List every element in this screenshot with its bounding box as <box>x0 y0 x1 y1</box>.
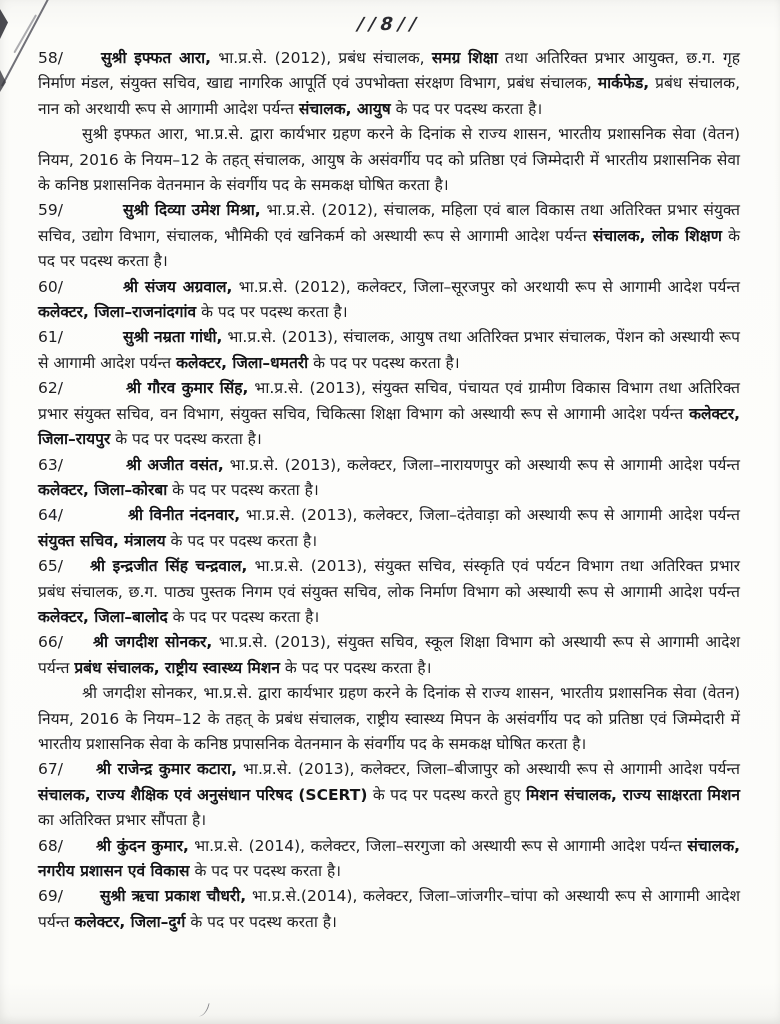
text-segment: श्री जगदीश सोनकर, भा.प्र.से. द्वारा कार्यभार ग्रहण करने के दिनांक से राज्य शासन, भारतीय प्रशासनिक सेवा (वेतन) नियम, 2016 के नियम–12 के तहत् के प्रबंध संचालक, राष्ट्रीय स्वास्थ्य मिपन के असंवर्गीय पद को प्रतिष्ठा एवं जिम्मेदारी में भारतीय प्रशासनिक सेवा के कनिष्ठ प्रपासनिक वेतनमान के संवर्गीय पद के समकक्ष घोषित करता है। <box>38 684 740 753</box>
emphasized-text: श्री अजीत वसंत, <box>126 455 224 474</box>
item-number: 67/ <box>38 760 63 779</box>
text-segment: भा.प्र.से. (2012), प्रबंध संचालक, <box>211 49 432 67</box>
item-number: 61/ <box>38 328 63 347</box>
order-item-62 <box>38 376 740 452</box>
text-segment: भा.प्र.से. (2013), संचालक, आयुष तथा अतिरिक्त प्रभार संचालक, पेंशन को अस्थायी रूप से आगामी आदेश पर्यन्त <box>38 328 740 372</box>
text-segment: सुश्री इफ्फत आरा, भा.प्र.से. द्वारा कार्यभार ग्रहण करने के दिनांक से राज्य शासन, भारतीय प्रशासनिक सेवा (वेतन) नियम, 2016 के नियम–12 के तहत् संचालक, आयुष के असंवर्गीय पद को प्रतिष्ठा एवं जिम्मेदारी में भारतीय प्रशासनिक सेवा के कनिष्ठ प्रशासनिक वेतनमान के संवर्गीय पद के समकक्ष घोषित करता है। <box>38 125 740 195</box>
continuation-paragraph <box>38 122 740 198</box>
item-number: 62/ <box>38 379 63 398</box>
item-number: 64/ <box>38 506 63 525</box>
order-item-68 <box>38 834 740 885</box>
text-segment: का अतिरिक्त प्रभार सौंपता है। <box>38 811 207 830</box>
text-segment: तथा अतिरिक्त प्रभार आयुक्त, छ.ग. गृह निर्माण मंडल, संयुक्त सचिव, खाद्य नागरिक आपूर्ति एवं उपभोक्ता संरक्षण विभाग, प्रबंध संचालक, <box>38 49 740 93</box>
emphasized-text: श्री विनीत नंदनवार, <box>128 506 241 525</box>
emphasized-text: कलेक्टर, जिला–दुर्ग <box>74 912 186 931</box>
text-segment: भा.प्र.से. (2013), संयुक्त सचिव, पंचायत एवं ग्रामीण विकास विभाग तथा अतिरिक्त प्रभार संयुक्त सचिव, वन विभाग, संयुक्त सचिव, चिकित्सा शिक्षा विभाग को अस्थायी रूप से आगामी आदेश पर्यन्त <box>38 379 740 423</box>
item-number: 58/ <box>38 49 63 67</box>
text-segment: भा.प्र.से. (2013), संयुक्त सचिव, स्कूल शिक्षा विभाग को अस्थायी रूप से आगामी आदेश पर्यन्त <box>38 633 740 677</box>
emphasized-text: प्रबंध संचालक, राष्ट्रीय स्वास्थ्य मिशन <box>74 658 280 677</box>
text-segment: के पद पर पदस्थ करता है। <box>189 862 342 880</box>
emphasized-text: कलेक्टर, जिला–राजनांदगांव <box>38 303 197 322</box>
text-segment: के पद पर पदस्थ करता है। <box>279 658 432 677</box>
item-number: 63/ <box>38 455 63 474</box>
emphasized-text: समग्र शिक्षा <box>431 49 498 67</box>
item-number: 59/ <box>38 201 63 220</box>
page-number <box>38 12 740 38</box>
text-segment: भा.प्र.से. (2013), कलेक्टर, जिला–दंतेवाड़ा को अस्थायी रूप से आगामी आदेश पर्यन्त <box>240 506 740 525</box>
page-number-label: //8// <box>354 14 424 35</box>
text-segment: के पद पर पदस्थ करता है। <box>38 226 740 271</box>
emphasized-text: संचालक, राज्य शैक्षिक एवं अनुसंधान परिषद (SCERT) <box>38 785 368 804</box>
emphasized-text: कलेक्टर, जिला–रायपुर <box>38 404 740 449</box>
text-segment: के पद पर पदस्थ करता है। <box>185 912 337 931</box>
text-segment: के पद पर पदस्थ करता है। <box>308 353 460 372</box>
emphasized-text: श्री जगदीश सोनकर, <box>93 633 213 652</box>
emphasized-text: श्री संजय अग्रवाल, <box>123 277 233 296</box>
text-segment: भा.प्र.से. (2013), कलेक्टर, जिला–बीजापुर को अस्थायी रूप से आगामी आदेश पर्यन्त <box>236 760 740 779</box>
text-segment: भा.प्र.से.(2014), कलेक्टर, जिला–जांजगीर–चांपा को अस्थायी रूप से आगामी आदेश पर्यन्त <box>38 887 740 931</box>
emphasized-text: कलेक्टर, जिला–बालोद <box>38 607 168 626</box>
item-number: 65/ <box>38 557 63 576</box>
document-body <box>38 46 740 935</box>
text-segment: भा.प्र.से. (2013), संयुक्त सचिव, संस्कृति एवं पर्यटन विभाग तथा अतिरिक्त प्रभार प्रबंध संचालक, छ.ग. पाठ्य पुस्तक निगम एवं संयुक्त सचिव, लोक निर्माण विभाग को अस्थायी रूप से आगामी आदेश पर्यन्त <box>38 557 740 601</box>
emphasized-text: श्री गौरव कुमार सिंह, <box>126 379 249 398</box>
item-number: 60/ <box>38 277 63 296</box>
text-segment: के पद पर पदस्थ करता है। <box>196 303 348 322</box>
emphasized-text: सुश्री इफ्फत आरा, <box>101 49 212 67</box>
continuation-paragraph <box>38 681 740 757</box>
item-number: 66/ <box>38 633 63 652</box>
emphasized-text: श्री कुंदन कुमार, <box>96 836 189 855</box>
emphasized-text: सुश्री दिव्या उमेश मिश्रा, <box>123 201 261 220</box>
emphasized-text: सुश्री ऋचा प्रकाश चौधरी, <box>100 887 247 906</box>
emphasized-text: श्री इन्द्रजीत सिंह चन्द्रवाल, <box>90 557 248 576</box>
emphasized-text: मार्कफेड, <box>597 74 650 93</box>
emphasized-text: संचालक, नगरीय प्रशासन एवं विकास <box>38 836 740 880</box>
text-segment: भा.प्र.से. (2012), कलेक्टर, जिला–सूरजपुर को अरथायी रूप से आगामी आदेश पर्यन्त <box>232 277 740 296</box>
order-item-69 <box>38 884 740 935</box>
text-segment: के पद पर पदस्थ करता है। <box>167 480 319 499</box>
emphasized-text: संयुक्त सचिव, मंत्रालय <box>38 531 166 550</box>
emphasized-text: संचालक, आयुष <box>298 99 391 118</box>
text-segment: के पद पर पदस्थ करते हुए <box>367 785 526 804</box>
order-item-66 <box>38 630 740 681</box>
item-number: 68/ <box>38 836 63 855</box>
item-number: 69/ <box>38 887 63 906</box>
text-segment: भा.प्र.से. (2012), संचालक, महिला एवं बाल विकास तथा अतिरिक्त प्रभार संयुक्त सचिव, उद्योग विभाग, संचालक, भौमिकी एवं खनिकर्म को अस्थायी रूप से आगामी आदेश पर्यन्त <box>38 201 741 245</box>
emphasized-text: कलेक्टर, जिला–धमतरी <box>176 353 309 372</box>
text-segment: भा.प्र.से. (2013), कलेक्टर, जिला–नारायणपुर को अस्थायी रूप से आगामी आदेश पर्यन्त <box>223 455 740 474</box>
order-item-64 <box>38 503 740 554</box>
text-segment: के पद पर पदस्थ करता है। <box>167 607 320 626</box>
document-content <box>38 8 740 935</box>
order-item-61 <box>38 325 740 376</box>
order-item-67 <box>38 757 740 833</box>
order-item-58 <box>38 46 740 122</box>
emphasized-text: सुश्री नम्रता गांधी, <box>123 328 223 347</box>
emphasized-text: संचालक, लोक शिक्षण <box>592 226 722 245</box>
text-segment: के पद पर पदस्थ करता है। <box>165 531 318 550</box>
emphasized-text: श्री राजेन्द्र कुमार कटारा, <box>96 760 237 779</box>
text-segment: प्रबंध संचालक, नान को अरथायी रूप से आगामी आदेश पर्यन्त <box>38 74 740 118</box>
emphasized-text: मिशन संचालक, राज्य साक्षरता मिशन <box>525 785 740 804</box>
text-segment: के पद पर पदस्थ करता है। <box>110 430 262 449</box>
order-item-59 <box>38 198 740 274</box>
text-segment: के पद पर पदस्थ करता है। <box>390 99 543 118</box>
order-item-65 <box>38 554 740 630</box>
order-item-63 <box>38 453 740 504</box>
emphasized-text: कलेक्टर, जिला–कोरबा <box>38 480 168 499</box>
order-item-60 <box>38 275 740 326</box>
text-segment: भा.प्र.से. (2014), कलेक्टर, जिला–सरगुजा को अस्थायी रूप से आगामी आदेश पर्यन्त <box>188 836 688 855</box>
